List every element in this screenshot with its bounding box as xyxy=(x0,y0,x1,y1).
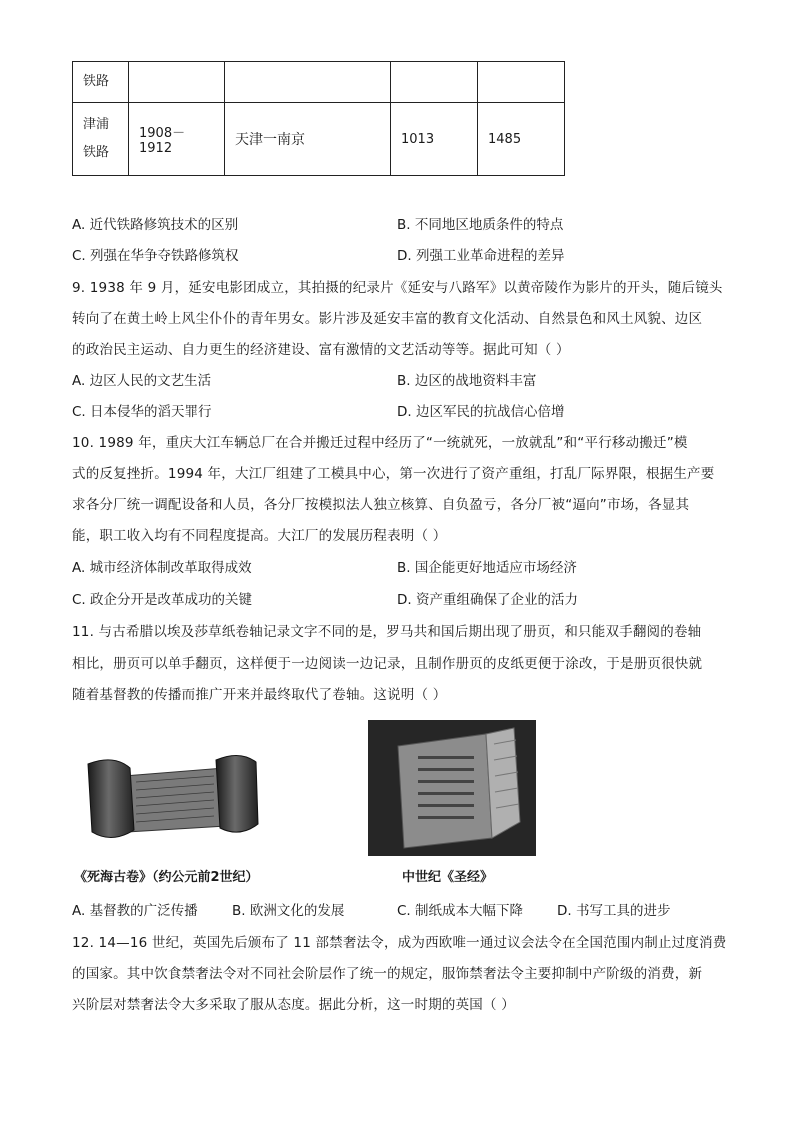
table-cell: 1908－1912 xyxy=(129,103,225,176)
q9-option-a[interactable]: A. 边区人民的文艺生活 xyxy=(72,373,212,389)
q9-option-c[interactable]: C. 日本侵华的滔天罪行 xyxy=(72,404,212,420)
table-cell xyxy=(391,62,478,103)
medieval-bible-image xyxy=(368,720,536,856)
q12-stem-line: 的国家。其中饮食禁奢法令对不同社会阶层作了统一的规定，服饰禁奢法令主要抑制中产阶级的消费，新 xyxy=(72,966,703,982)
q11-option-a[interactable]: A. 基督教的广泛传播 xyxy=(72,903,198,919)
table-row xyxy=(73,62,565,103)
q12-stem-line: 兴阶层对禁奢法令大多采取了服从态度。据此分析，这一时期的英国（ ） xyxy=(72,997,515,1013)
q10-option-b[interactable]: B. 国企能更好地适应市场经济 xyxy=(397,560,577,576)
bible-caption: 中世纪《圣经》 xyxy=(402,870,494,885)
table-cell xyxy=(225,62,391,103)
table-row xyxy=(73,103,565,176)
table-cell: 天津一南京 xyxy=(225,103,391,176)
q10-stem-line: 求各分厂统一调配设备和人员，各分厂按模拟法人独立核算、自负盈亏，各分厂被“逼向”市场，各显其 xyxy=(72,497,690,513)
q10-option-a[interactable]: A. 城市经济体制改革取得成效 xyxy=(72,560,252,576)
q11-stem-line: 11. 与古希腊以埃及莎草纸卷轴记录文字不同的是，罗马共和国后期出现了册页，和只能双手翻阅的卷轴 xyxy=(72,624,702,640)
q8-option-a[interactable]: A. 近代铁路修筑技术的区别 xyxy=(72,217,239,233)
scroll-caption: 《死海古卷》（约公元前2世纪） xyxy=(74,870,259,885)
q9-stem-line: 9. 1938 年 9 月，延安电影团成立，其拍摄的纪录片《延安与八路军》以黄帝陵作为影片的开头，随后镜头 xyxy=(72,280,723,296)
q8-option-c[interactable]: C. 列强在华争夺铁路修筑权 xyxy=(72,248,239,264)
table-cell: 1485 xyxy=(478,103,565,176)
q12-stem-line: 12. 14—16 世纪，英国先后颁布了 11 部禁奢法令，成为西欧唯一通过议会法令在全国范围内制止过度消费 xyxy=(72,935,727,951)
table-cell: 铁路 xyxy=(73,62,129,103)
q11-option-d[interactable]: D. 书写工具的进步 xyxy=(557,903,671,919)
q9-stem-line: 的政治民主运动、自力更生的经济建设、富有激情的文艺活动等等。据此可知（ ） xyxy=(72,342,570,358)
railway-name-line2: 铁路 xyxy=(83,145,110,160)
table-cell xyxy=(478,62,565,103)
q10-option-c[interactable]: C. 政企分开是改革成功的关键 xyxy=(72,592,253,608)
q9-stem-line: 转向了在黄土岭上风尘仆仆的青年男女。影片涉及延安丰富的教育文化活动、自然景色和风土风貌、边区 xyxy=(72,311,703,327)
table-cell: 1013 xyxy=(391,103,478,176)
table-cell xyxy=(129,62,225,103)
railway-table xyxy=(72,61,565,176)
railway-name-line1: 津浦 xyxy=(83,117,110,132)
q9-option-d[interactable]: D. 边区军民的抗战信心倍增 xyxy=(397,404,565,420)
q10-stem-line: 能，职工收入均有不同程度提高。大江厂的发展历程表明（ ） xyxy=(72,528,447,544)
q11-option-b[interactable]: B. 欧洲文化的发展 xyxy=(232,903,345,919)
q10-stem-line: 式的反复挫折。1994 年，大江厂组建了工模具中心，第一次进行了资产重组，打乱厂际界限，根据生产要 xyxy=(72,466,715,482)
q11-stem-line: 随着基督教的传播而推广开来并最终取代了卷轴。这说明（ ） xyxy=(72,687,447,703)
q10-stem-line: 10. 1989 年，重庆大江车辆总厂在合并搬迁过程中经历了“一统就死，一放就乱”和“平行移动搬迁”模 xyxy=(72,435,688,451)
dead-sea-scroll-image xyxy=(84,746,262,848)
q8-option-d[interactable]: D. 列强工业革命进程的差异 xyxy=(397,248,565,264)
table-cell xyxy=(73,103,129,176)
q8-option-b[interactable]: B. 不同地区地质条件的特点 xyxy=(397,217,564,233)
q11-stem-line: 相比，册页可以单手翻页，这样便于一边阅读一边记录，且制作册页的皮纸更便于涂改，于是册页很快就 xyxy=(72,656,703,672)
q10-option-d[interactable]: D. 资产重组确保了企业的活力 xyxy=(397,592,578,608)
q9-option-b[interactable]: B. 边区的战地资料丰富 xyxy=(397,373,537,389)
q11-option-c[interactable]: C. 制纸成本大幅下降 xyxy=(397,903,524,919)
